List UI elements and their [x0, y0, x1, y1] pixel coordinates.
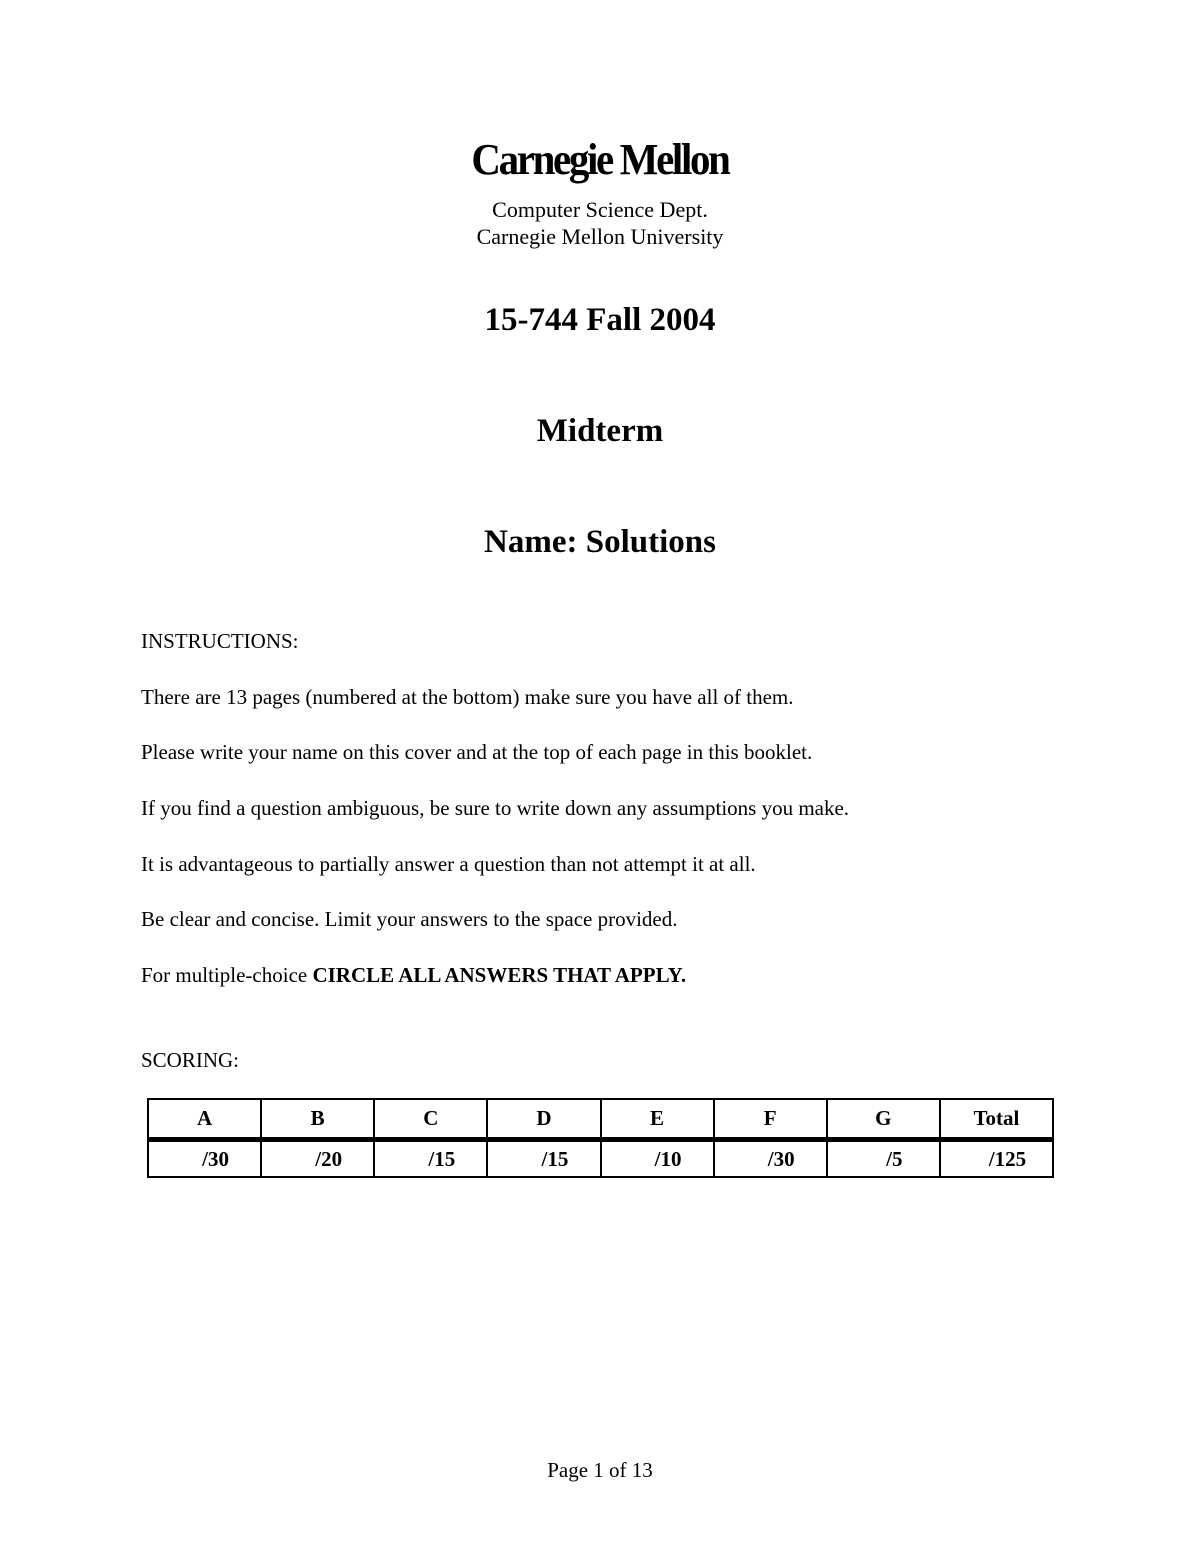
scoring-cell: /15	[487, 1140, 600, 1178]
scoring-column-header: C	[374, 1099, 487, 1140]
scoring-value-row	[148, 1140, 1053, 1178]
scoring-header-row	[148, 1099, 1053, 1140]
exam-title: Midterm	[536, 413, 664, 449]
scoring-heading: SCORING:	[141, 1048, 240, 1072]
scoring-cell: /10	[601, 1140, 714, 1178]
instruction-emphasis: CIRCLE ALL ANSWERS THAT APPLY.	[312, 963, 687, 987]
instruction-item: Be clear and concise. Limit your answers to the space provided.	[141, 907, 678, 931]
scoring-column-header: A	[148, 1099, 261, 1140]
page-number: Page 1 of 13	[547, 1458, 653, 1482]
university-name: Carnegie Mellon University	[476, 224, 724, 249]
scoring-column-header: G	[827, 1099, 940, 1140]
instruction-item-multiple-choice	[141, 962, 686, 988]
instruction-item: It is advantageous to partially answer a question than not attempt it at all.	[141, 852, 756, 876]
name-line: Name: Solutions	[484, 524, 716, 560]
scoring-cell: /30	[148, 1140, 261, 1178]
course-title: 15-744 Fall 2004	[484, 302, 716, 338]
scoring-cell: /20	[261, 1140, 374, 1178]
scoring-cell: /5	[827, 1140, 940, 1178]
instructions-heading: INSTRUCTIONS:	[141, 629, 299, 653]
scoring-table	[147, 1098, 1054, 1178]
scoring-column-header: E	[601, 1099, 714, 1140]
scoring-column-header: D	[487, 1099, 600, 1140]
scoring-column-header: B	[261, 1099, 374, 1140]
instruction-prefix: For multiple-choice	[141, 963, 313, 987]
scoring-cell: /15	[374, 1140, 487, 1178]
scoring-column-header: F	[714, 1099, 827, 1140]
department-name: Computer Science Dept.	[492, 197, 708, 222]
scoring-column-header: Total	[940, 1099, 1053, 1140]
instruction-item: If you find a question ambiguous, be sure to write down any assumptions you make.	[141, 796, 850, 820]
university-logo: Carnegie Mellon	[471, 135, 729, 184]
instruction-item: Please write your name on this cover and at the top of each page in this booklet.	[141, 740, 813, 764]
instruction-item: There are 13 pages (numbered at the bottom) make sure you have all of them.	[141, 685, 794, 709]
scoring-cell: /30	[714, 1140, 827, 1178]
scoring-cell: /125	[940, 1140, 1053, 1178]
